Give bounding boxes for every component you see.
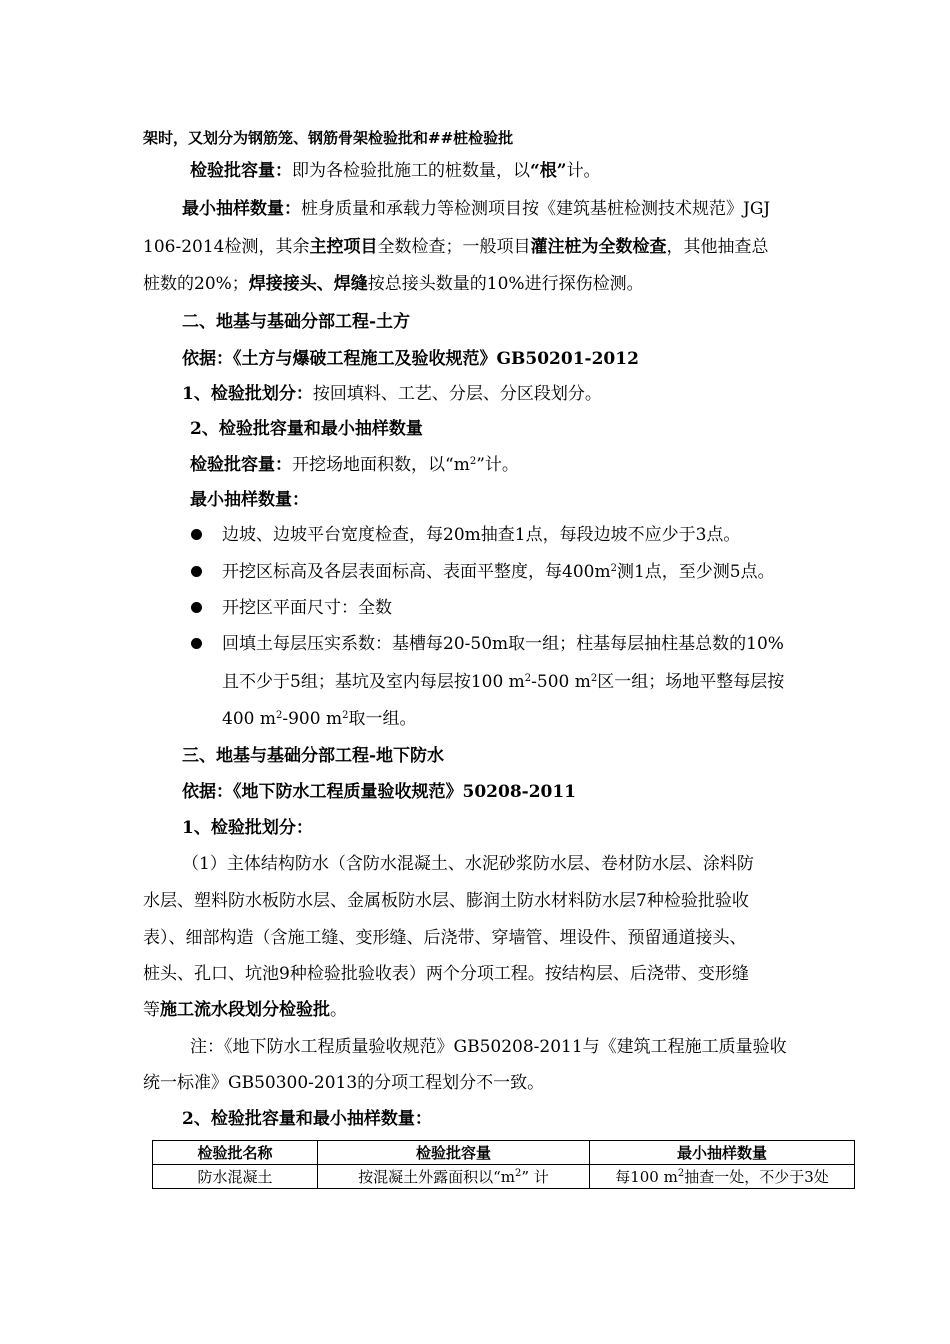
section-3-division-heading: 1、检验批划分： [182,818,313,838]
capacity-label: 检验批容量： [190,455,292,475]
text-run: 。 [330,1000,347,1020]
bullet-icon [191,529,202,540]
table-header-row [153,1141,855,1165]
text-run: 每100 m [615,1168,678,1186]
capacity-text: 开挖场地面积数，以“m [292,455,470,475]
bullet-item-4-line-2 [222,670,784,694]
bold-run: 主控项目 [309,237,378,257]
superscript: 2 [275,710,283,721]
bullet-item-2 [222,560,775,584]
section-2-division [182,382,602,406]
bullet-item-3: 开挖区平面尺寸：全数 [222,598,392,618]
text-run: 等 [143,1000,160,1020]
pile-min-line-2 [143,235,768,259]
header-batch-capacity: 检验批容量 [318,1141,590,1165]
section-3-para-line-5 [143,998,347,1022]
continuation-line: 架时，又划分为钢筋笼、钢筋骨架检验批和##桩检验批 [143,129,514,147]
text-run: 106-2014检测，其余 [143,237,310,257]
section-3-heading: 三、地基与基础分部工程-地下防水 [182,746,445,766]
section-2-capacity-heading: 2、检验批容量和最小抽样数量 [190,419,423,439]
cell-batch-capacity [318,1165,590,1189]
bullet-icon [191,602,202,613]
section-3-para-line-2: 水层、塑料防水板防水层、金属板防水层、膨润土防水材料防水层7种检验批验收 [143,891,749,911]
section-2-basis: 依据：《土方与爆破工程施工及验收规范》GB50201-2012 [182,349,639,369]
text-run: 抽查一处，不少于3处 [684,1168,829,1186]
text-run: 按总接头数量的10%进行探伤检测。 [367,274,644,294]
min-text: 桩身质量和承载力等检测项目按《建筑基桩检测技术规范》JGJ [301,199,771,219]
text-run: 测1点，至少测5点。 [616,562,775,582]
bold-run: 灌注桩为全数检查 [530,237,667,257]
cell-min-sample [590,1165,855,1189]
superscript: 2 [610,563,617,574]
note-line-2: 统一标准》GB50300-2013的分项工程划分不一致。 [143,1073,545,1093]
superscript: 2 [590,673,598,684]
division-text: 按回填料、工艺、分层、分区段划分。 [312,384,602,404]
section-3-para-line-1: （1）主体结构防水（含防水混凝土、水泥砂浆防水层、卷材防水层、涂料防 [182,854,754,874]
section-2-capacity [190,453,519,477]
superscript: 2 [524,673,532,684]
section-2-heading: 二、地基与基础分部工程-土方 [182,312,411,332]
bold-run: 焊接接头、焊缝 [248,274,368,294]
text-run: 取一组。 [348,709,417,729]
note-line-1: 注：《地下防水工程质量验收规范》GB50208-2011与《建筑工程施工质量验收 [190,1037,787,1057]
division-label: 1、检验批划分： [182,384,313,404]
table-row [153,1165,855,1189]
text-run: 开挖区标高及各层表面标高、表面平整度，每400m [222,562,611,582]
capacity-text: 即为各检验批施工的桩数量，以 [292,161,530,181]
pile-capacity [190,159,601,183]
capacity-end: 计。 [566,161,601,181]
bullet-icon [191,638,202,649]
text-run: 且不少于5组；基坑及室内每层按100 m [222,672,525,692]
text-run: 按混凝土外露面积以“m [358,1168,516,1186]
text-run: -900 m [282,709,343,729]
section-3-para-line-4: 桩头、孔口、坑池9种检验批验收表）两个分项工程。按结构层、后浇带、变形缝 [143,964,749,984]
superscript: 2 [677,1168,685,1179]
text-run: ” 计 [521,1168,549,1186]
bold-run: 施工流水段划分检验批 [160,1000,330,1020]
pile-min-line-1 [182,197,770,221]
section-3-basis: 依据：《地下防水工程质量验收规范》50208-2011 [182,782,577,802]
section-3-capacity-heading: 2、检验批容量和最小抽样数量： [182,1109,432,1129]
text-run: -500 m [531,672,591,692]
bullet-item-1: 边坡、边坡平台宽度检查，每20m抽查1点，每段边坡不应少于3点。 [222,525,741,545]
min-label: 最小抽样数量： [182,199,301,219]
text-run: 全数检查；一般项目 [377,237,531,257]
superscript: 2 [342,710,349,721]
cell-batch-name: 防水混凝土 [153,1165,318,1189]
text-run: 桩数的20%； [143,274,249,294]
superscript: 2 [515,1168,522,1179]
bullet-item-4-line-3 [222,707,416,731]
text-run: 400 m [222,709,276,729]
pile-min-line-3 [143,272,644,296]
superscript: 2 [469,456,477,467]
header-batch-name: 检验批名称 [153,1141,318,1165]
sampling-table [152,1140,855,1189]
text-run: 区一组；场地平整每层按 [597,672,785,692]
bullet-icon [191,566,202,577]
header-min-sample: 最小抽样数量 [590,1141,855,1165]
capacity-end: ”计。 [476,455,519,475]
capacity-quote: “根” [530,161,567,181]
text-run: ，其他抽查总 [666,237,769,257]
bullet-item-4-line-1: 回填土每层压实系数：基槽每20-50m取一组；柱基每层抽柱基总数的10% [222,634,784,654]
capacity-label: 检验批容量： [190,161,292,181]
section-3-para-line-3: 表）、细部构造（含施工缝、变形缝、后浇带、穿墙管、埋设件、预留通道接头、 [143,928,747,948]
section-2-min-label: 最小抽样数量： [190,490,309,510]
